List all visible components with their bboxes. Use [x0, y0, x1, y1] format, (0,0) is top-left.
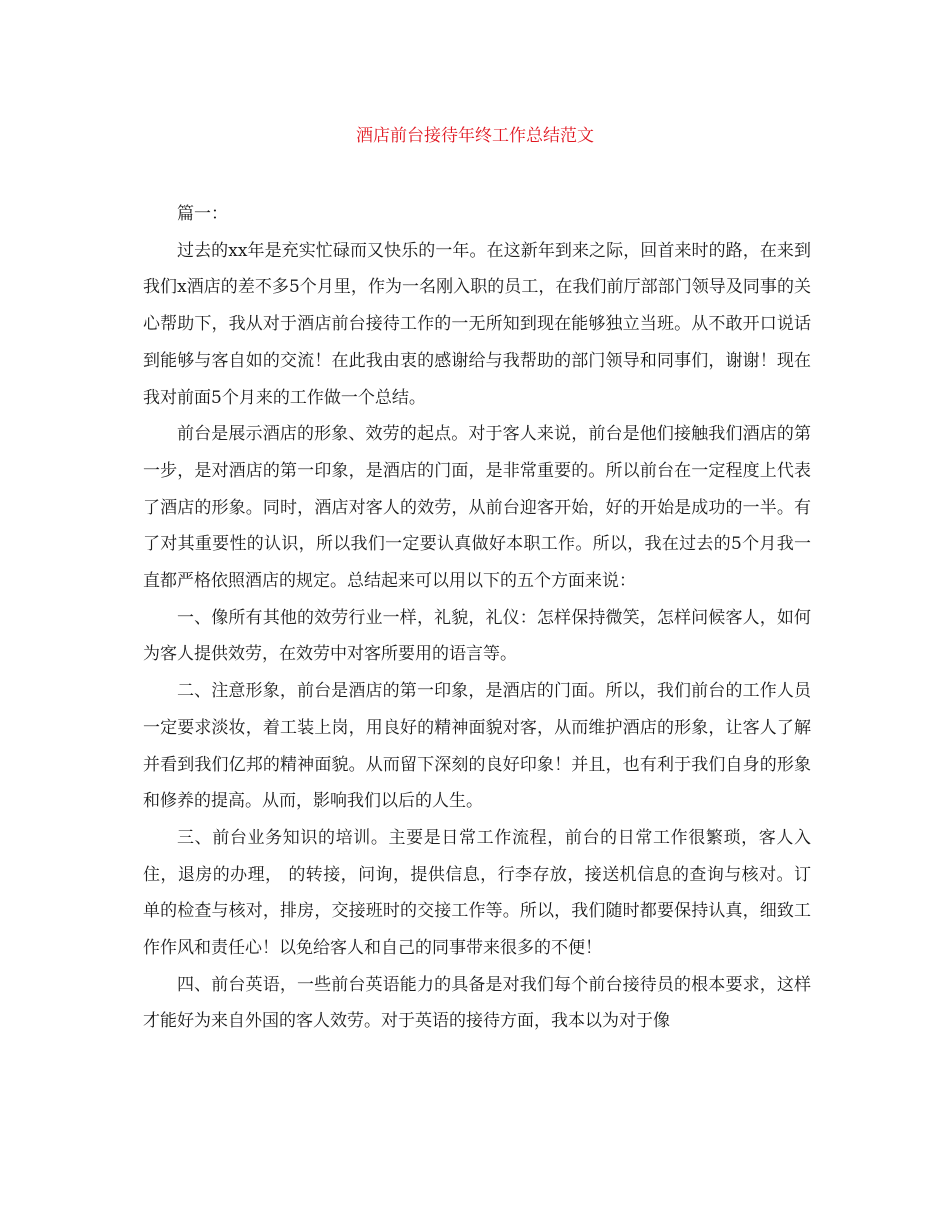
paragraph-point-2: 二、注意形象，前台是酒店的第一印象，是酒店的门面。所以，我们前台的工作人员一定要求淡妆，着工装上岗，用良好的精神面貌对客，从而维护酒店的形象，让客人了解并看到我们亿邦的精神面貌。从而留下深刻的良好印象！并且，也有利于我们自身的形象和修养的提高。从而，影响我们以后的人生。: [143, 681, 811, 812]
document-title: 酒店前台接待年终工作总结范文: [356, 126, 594, 146]
paragraph-point-1: 一、像所有其他的效劳行业一样，礼貌，礼仪：怎样保持微笑，怎样问候客人，如何为客人提供效劳，在效劳中对客所要用的语言等。: [143, 607, 811, 665]
document-body: [143, 196, 811, 1040]
paragraph-point-4: 四、前台英语，一些前台英语能力的具备是对我们每个前台接待员的根本要求，这样才能好为来自外国的客人效劳。对于英语的接待方面，我本以为对于像: [143, 974, 811, 1032]
paragraph-front-desk: 前台是展示酒店的形象、效劳的起点。对于客人来说，前台是他们接触我们酒店的第一步，是对酒店的第一印象，是酒店的门面，是非常重要的。所以前台在一定程度上代表了酒店的形象。同时，酒店对客人的效劳，从前台迎客开始，好的开始是成功的一半。有了对其重要性的认识，所以我们一定要认真做好本职工作。所以，我在过去的5个月我一直都严格依照酒店的规定。总结起来可以用以下的五个方面来说：: [143, 424, 811, 592]
paragraph-point-3: 三、前台业务知识的培训。主要是日常工作流程，前台的日常工作很繁琐，客人入住，退房的办理， 的转接，问询，提供信息，行李存放，接送机信息的查询与核对。订单的检查与核对，排房，交接班时的交接工作等。所以，我们随时都要保持认真，细致工作作风和责任心！以免给客人和自己的同事带来很多的不便！: [143, 827, 811, 959]
section-heading: 篇一：: [177, 204, 228, 224]
paragraph-intro: 过去的xx年是充实忙碌而又快乐的一年。在这新年到来之际，回首来时的路，在来到我们x酒店的差不多5个月里，作为一名刚入职的员工，在我们前厅部部门领导及同事的关心帮助下，我从对于酒店前台接待工作的一无所知到现在能够独立当班。从不敢开口说话到能够与客自如的交流！在此我由衷的感谢给与我帮助的部门领导和同事们，谢谢！现在我对前面5个月来的工作做一个总结。: [143, 240, 811, 408]
